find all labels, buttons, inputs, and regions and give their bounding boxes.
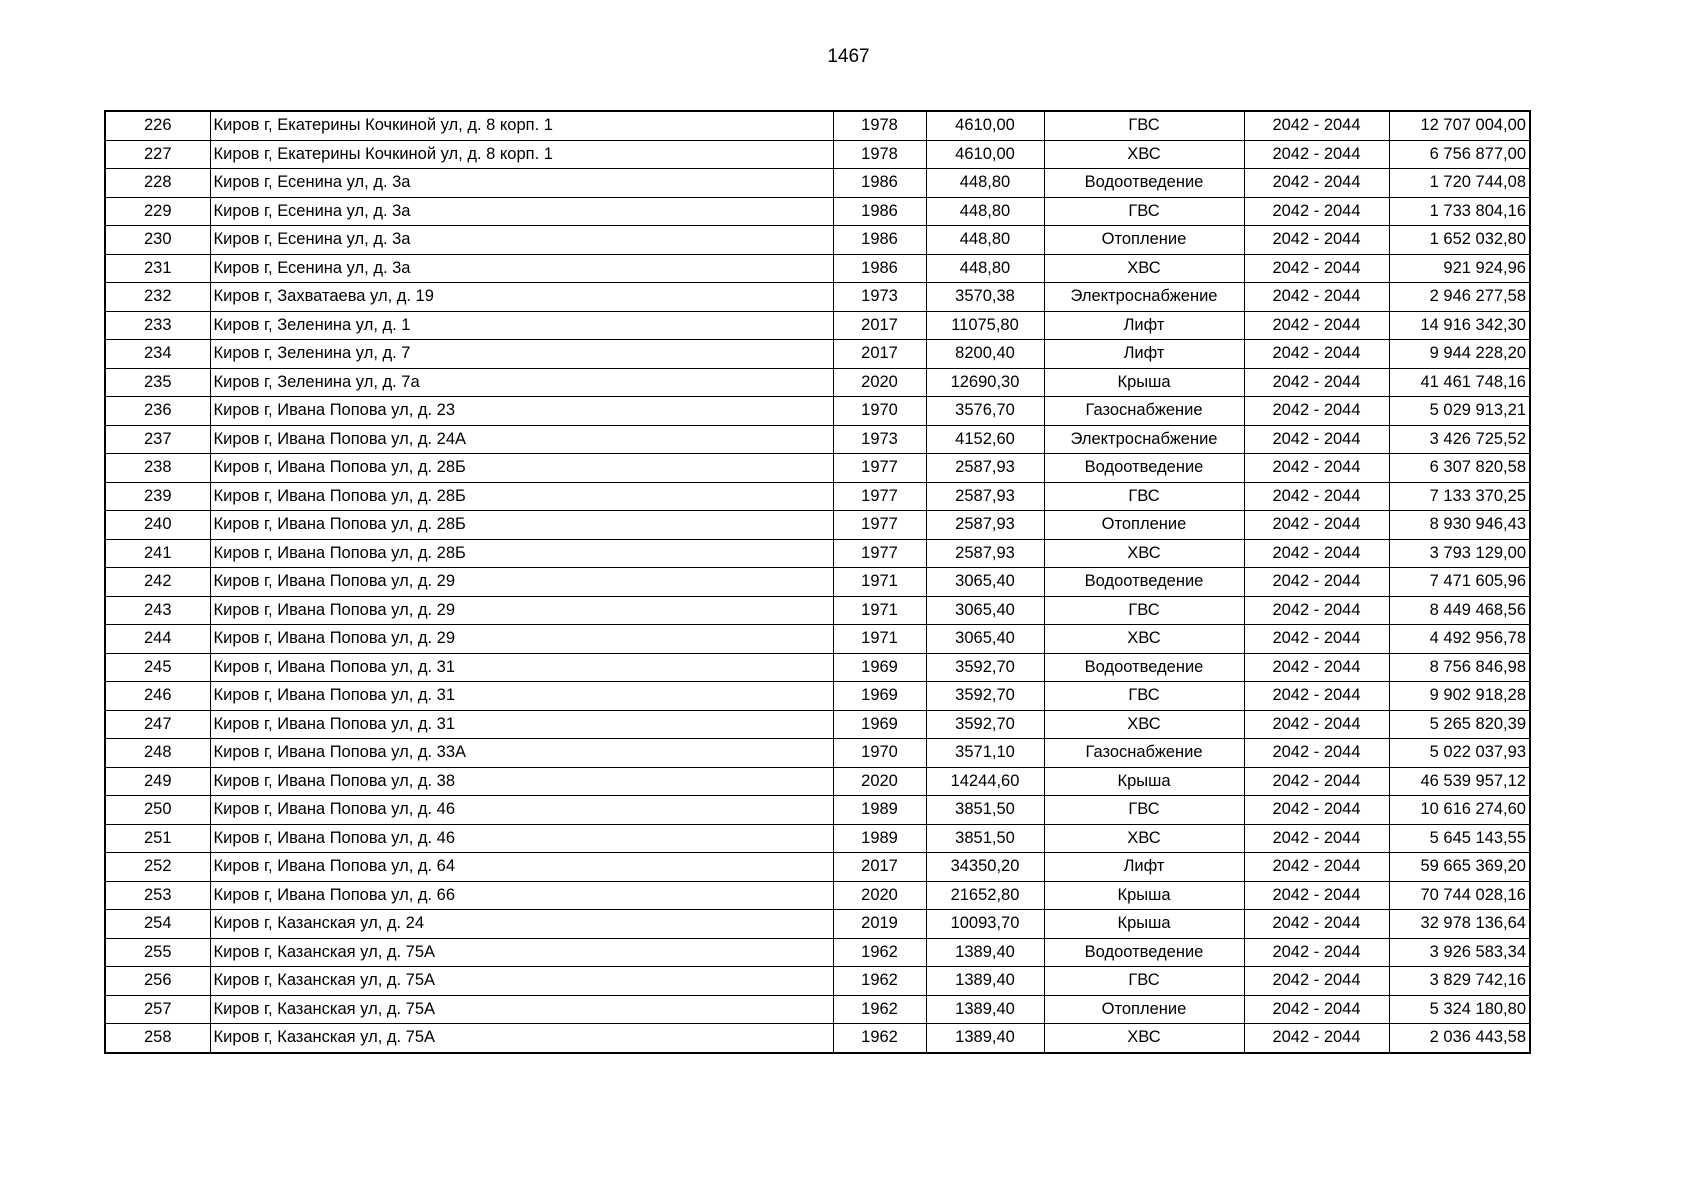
table-row bbox=[105, 254, 1530, 283]
year-cell: 1973 bbox=[833, 425, 926, 454]
work-type-cell: ХВС bbox=[1044, 1024, 1244, 1053]
address-cell: Киров г, Ивана Попова ул, д. 31 bbox=[210, 710, 833, 739]
address-cell: Киров г, Ивана Попова ул, д. 23 bbox=[210, 397, 833, 426]
table-row bbox=[105, 967, 1530, 996]
row-number-cell: 247 bbox=[105, 710, 210, 739]
year-cell: 1970 bbox=[833, 739, 926, 768]
cost-cell: 1 733 804,16 bbox=[1389, 197, 1530, 226]
period-cell: 2042 - 2044 bbox=[1244, 283, 1389, 312]
cost-cell: 3 426 725,52 bbox=[1389, 425, 1530, 454]
row-number-cell: 230 bbox=[105, 226, 210, 255]
address-cell: Киров г, Ивана Попова ул, д. 33А bbox=[210, 739, 833, 768]
period-cell: 2042 - 2044 bbox=[1244, 853, 1389, 882]
area-cell: 4152,60 bbox=[926, 425, 1044, 454]
table-row bbox=[105, 682, 1530, 711]
address-cell: Киров г, Ивана Попова ул, д. 28Б bbox=[210, 511, 833, 540]
address-cell: Киров г, Есенина ул, д. 3а bbox=[210, 254, 833, 283]
year-cell: 1978 bbox=[833, 140, 926, 169]
row-number-cell: 245 bbox=[105, 653, 210, 682]
work-type-cell: Отопление bbox=[1044, 226, 1244, 255]
work-type-cell: Водоотведение bbox=[1044, 938, 1244, 967]
table-row bbox=[105, 710, 1530, 739]
table-row bbox=[105, 482, 1530, 511]
row-number-cell: 244 bbox=[105, 625, 210, 654]
work-type-cell: Отопление bbox=[1044, 995, 1244, 1024]
table-row bbox=[105, 397, 1530, 426]
area-cell: 1389,40 bbox=[926, 1024, 1044, 1053]
address-cell: Киров г, Ивана Попова ул, д. 29 bbox=[210, 568, 833, 597]
work-type-cell: ГВС bbox=[1044, 596, 1244, 625]
row-number-cell: 235 bbox=[105, 368, 210, 397]
row-number-cell: 250 bbox=[105, 796, 210, 825]
period-cell: 2042 - 2044 bbox=[1244, 568, 1389, 597]
area-cell: 1389,40 bbox=[926, 967, 1044, 996]
area-cell: 2587,93 bbox=[926, 454, 1044, 483]
period-cell: 2042 - 2044 bbox=[1244, 368, 1389, 397]
work-type-cell: Лифт bbox=[1044, 853, 1244, 882]
year-cell: 1989 bbox=[833, 824, 926, 853]
work-type-cell: Крыша bbox=[1044, 910, 1244, 939]
area-cell: 4610,00 bbox=[926, 111, 1044, 140]
cost-cell: 41 461 748,16 bbox=[1389, 368, 1530, 397]
work-type-cell: ГВС bbox=[1044, 682, 1244, 711]
address-cell: Киров г, Ивана Попова ул, д. 31 bbox=[210, 653, 833, 682]
address-cell: Киров г, Зеленина ул, д. 7а bbox=[210, 368, 833, 397]
area-cell: 3065,40 bbox=[926, 596, 1044, 625]
cost-cell: 14 916 342,30 bbox=[1389, 311, 1530, 340]
row-number-cell: 246 bbox=[105, 682, 210, 711]
address-cell: Киров г, Есенина ул, д. 3а bbox=[210, 197, 833, 226]
area-cell: 2587,93 bbox=[926, 511, 1044, 540]
address-cell: Киров г, Екатерины Кочкиной ул, д. 8 корп. 1 bbox=[210, 111, 833, 140]
capital-repair-table bbox=[104, 110, 1531, 1054]
work-type-cell: ГВС bbox=[1044, 796, 1244, 825]
work-type-cell: Электроснабжение bbox=[1044, 425, 1244, 454]
table-row bbox=[105, 1024, 1530, 1053]
year-cell: 1962 bbox=[833, 938, 926, 967]
area-cell: 2587,93 bbox=[926, 482, 1044, 511]
area-cell: 448,80 bbox=[926, 226, 1044, 255]
year-cell: 2020 bbox=[833, 767, 926, 796]
work-type-cell: Электроснабжение bbox=[1044, 283, 1244, 312]
work-type-cell: Крыша bbox=[1044, 767, 1244, 796]
work-type-cell: ГВС bbox=[1044, 197, 1244, 226]
row-number-cell: 237 bbox=[105, 425, 210, 454]
table-row bbox=[105, 511, 1530, 540]
year-cell: 2020 bbox=[833, 368, 926, 397]
cost-cell: 9 902 918,28 bbox=[1389, 682, 1530, 711]
address-cell: Киров г, Ивана Попова ул, д. 28Б bbox=[210, 454, 833, 483]
year-cell: 2017 bbox=[833, 311, 926, 340]
row-number-cell: 231 bbox=[105, 254, 210, 283]
address-cell: Киров г, Ивана Попова ул, д. 28Б bbox=[210, 539, 833, 568]
period-cell: 2042 - 2044 bbox=[1244, 511, 1389, 540]
table-row bbox=[105, 311, 1530, 340]
table-row bbox=[105, 767, 1530, 796]
address-cell: Киров г, Захватаева ул, д. 19 bbox=[210, 283, 833, 312]
year-cell: 1962 bbox=[833, 1024, 926, 1053]
area-cell: 8200,40 bbox=[926, 340, 1044, 369]
period-cell: 2042 - 2044 bbox=[1244, 596, 1389, 625]
table-row bbox=[105, 881, 1530, 910]
address-cell: Киров г, Ивана Попова ул, д. 64 bbox=[210, 853, 833, 882]
year-cell: 2017 bbox=[833, 853, 926, 882]
work-type-cell: Газоснабжение bbox=[1044, 397, 1244, 426]
year-cell: 1986 bbox=[833, 226, 926, 255]
year-cell: 1977 bbox=[833, 454, 926, 483]
period-cell: 2042 - 2044 bbox=[1244, 739, 1389, 768]
period-cell: 2042 - 2044 bbox=[1244, 254, 1389, 283]
row-number-cell: 236 bbox=[105, 397, 210, 426]
year-cell: 1969 bbox=[833, 710, 926, 739]
period-cell: 2042 - 2044 bbox=[1244, 425, 1389, 454]
area-cell: 21652,80 bbox=[926, 881, 1044, 910]
work-type-cell: Водоотведение bbox=[1044, 568, 1244, 597]
work-type-cell: Водоотведение bbox=[1044, 653, 1244, 682]
address-cell: Киров г, Ивана Попова ул, д. 66 bbox=[210, 881, 833, 910]
cost-cell: 4 492 956,78 bbox=[1389, 625, 1530, 654]
period-cell: 2042 - 2044 bbox=[1244, 340, 1389, 369]
area-cell: 3592,70 bbox=[926, 682, 1044, 711]
area-cell: 11075,80 bbox=[926, 311, 1044, 340]
cost-cell: 10 616 274,60 bbox=[1389, 796, 1530, 825]
year-cell: 1986 bbox=[833, 169, 926, 198]
year-cell: 1986 bbox=[833, 254, 926, 283]
table-row bbox=[105, 111, 1530, 140]
table-row bbox=[105, 454, 1530, 483]
area-cell: 34350,20 bbox=[926, 853, 1044, 882]
area-cell: 12690,30 bbox=[926, 368, 1044, 397]
period-cell: 2042 - 2044 bbox=[1244, 938, 1389, 967]
cost-cell: 3 829 742,16 bbox=[1389, 967, 1530, 996]
area-cell: 3065,40 bbox=[926, 625, 1044, 654]
year-cell: 2019 bbox=[833, 910, 926, 939]
row-number-cell: 249 bbox=[105, 767, 210, 796]
table-row bbox=[105, 653, 1530, 682]
row-number-cell: 238 bbox=[105, 454, 210, 483]
cost-cell: 8 449 468,56 bbox=[1389, 596, 1530, 625]
period-cell: 2042 - 2044 bbox=[1244, 197, 1389, 226]
area-cell: 448,80 bbox=[926, 254, 1044, 283]
row-number-cell: 241 bbox=[105, 539, 210, 568]
cost-cell: 8 756 846,98 bbox=[1389, 653, 1530, 682]
cost-cell: 6 756 877,00 bbox=[1389, 140, 1530, 169]
address-cell: Киров г, Казанская ул, д. 24 bbox=[210, 910, 833, 939]
address-cell: Киров г, Казанская ул, д. 75А bbox=[210, 995, 833, 1024]
work-type-cell: ХВС bbox=[1044, 140, 1244, 169]
cost-cell: 5 022 037,93 bbox=[1389, 739, 1530, 768]
period-cell: 2042 - 2044 bbox=[1244, 910, 1389, 939]
work-type-cell: Водоотведение bbox=[1044, 454, 1244, 483]
table-row bbox=[105, 425, 1530, 454]
area-cell: 2587,93 bbox=[926, 539, 1044, 568]
cost-cell: 921 924,96 bbox=[1389, 254, 1530, 283]
row-number-cell: 229 bbox=[105, 197, 210, 226]
area-cell: 448,80 bbox=[926, 169, 1044, 198]
table-row bbox=[105, 739, 1530, 768]
period-cell: 2042 - 2044 bbox=[1244, 226, 1389, 255]
row-number-cell: 239 bbox=[105, 482, 210, 511]
cost-cell: 3 793 129,00 bbox=[1389, 539, 1530, 568]
row-number-cell: 251 bbox=[105, 824, 210, 853]
cost-cell: 32 978 136,64 bbox=[1389, 910, 1530, 939]
table-row bbox=[105, 853, 1530, 882]
year-cell: 1986 bbox=[833, 197, 926, 226]
year-cell: 1977 bbox=[833, 511, 926, 540]
work-type-cell: ГВС bbox=[1044, 482, 1244, 511]
page-number: 1467 bbox=[827, 46, 870, 67]
year-cell: 1973 bbox=[833, 283, 926, 312]
cost-cell: 70 744 028,16 bbox=[1389, 881, 1530, 910]
row-number-cell: 234 bbox=[105, 340, 210, 369]
work-type-cell: ХВС bbox=[1044, 539, 1244, 568]
cost-cell: 5 029 913,21 bbox=[1389, 397, 1530, 426]
work-type-cell: ГВС bbox=[1044, 967, 1244, 996]
table-row bbox=[105, 625, 1530, 654]
area-cell: 3571,10 bbox=[926, 739, 1044, 768]
year-cell: 1971 bbox=[833, 625, 926, 654]
table-body bbox=[105, 111, 1530, 1053]
work-type-cell: Лифт bbox=[1044, 340, 1244, 369]
area-cell: 4610,00 bbox=[926, 140, 1044, 169]
work-type-cell: ХВС bbox=[1044, 625, 1244, 654]
cost-cell: 12 707 004,00 bbox=[1389, 111, 1530, 140]
cost-cell: 5 265 820,39 bbox=[1389, 710, 1530, 739]
cost-cell: 46 539 957,12 bbox=[1389, 767, 1530, 796]
year-cell: 2017 bbox=[833, 340, 926, 369]
work-type-cell: Водоотведение bbox=[1044, 169, 1244, 198]
year-cell: 2020 bbox=[833, 881, 926, 910]
area-cell: 3851,50 bbox=[926, 824, 1044, 853]
cost-cell: 2 036 443,58 bbox=[1389, 1024, 1530, 1053]
table-row bbox=[105, 169, 1530, 198]
area-cell: 14244,60 bbox=[926, 767, 1044, 796]
period-cell: 2042 - 2044 bbox=[1244, 169, 1389, 198]
address-cell: Киров г, Ивана Попова ул, д. 28Б bbox=[210, 482, 833, 511]
row-number-cell: 252 bbox=[105, 853, 210, 882]
period-cell: 2042 - 2044 bbox=[1244, 454, 1389, 483]
table-row bbox=[105, 910, 1530, 939]
period-cell: 2042 - 2044 bbox=[1244, 995, 1389, 1024]
area-cell: 3592,70 bbox=[926, 653, 1044, 682]
period-cell: 2042 - 2044 bbox=[1244, 625, 1389, 654]
year-cell: 1969 bbox=[833, 682, 926, 711]
row-number-cell: 254 bbox=[105, 910, 210, 939]
year-cell: 1977 bbox=[833, 539, 926, 568]
table-row bbox=[105, 283, 1530, 312]
work-type-cell: Газоснабжение bbox=[1044, 739, 1244, 768]
row-number-cell: 258 bbox=[105, 1024, 210, 1053]
cost-cell: 8 930 946,43 bbox=[1389, 511, 1530, 540]
table-row bbox=[105, 596, 1530, 625]
cost-cell: 7 471 605,96 bbox=[1389, 568, 1530, 597]
address-cell: Киров г, Зеленина ул, д. 7 bbox=[210, 340, 833, 369]
area-cell: 3592,70 bbox=[926, 710, 1044, 739]
address-cell: Киров г, Ивана Попова ул, д. 46 bbox=[210, 824, 833, 853]
period-cell: 2042 - 2044 bbox=[1244, 539, 1389, 568]
period-cell: 2042 - 2044 bbox=[1244, 824, 1389, 853]
period-cell: 2042 - 2044 bbox=[1244, 881, 1389, 910]
address-cell: Киров г, Ивана Попова ул, д. 38 bbox=[210, 767, 833, 796]
table-row bbox=[105, 539, 1530, 568]
address-cell: Киров г, Есенина ул, д. 3а bbox=[210, 226, 833, 255]
table-row bbox=[105, 995, 1530, 1024]
cost-cell: 6 307 820,58 bbox=[1389, 454, 1530, 483]
address-cell: Киров г, Ивана Попова ул, д. 46 bbox=[210, 796, 833, 825]
row-number-cell: 248 bbox=[105, 739, 210, 768]
table-row bbox=[105, 824, 1530, 853]
work-type-cell: ХВС bbox=[1044, 710, 1244, 739]
period-cell: 2042 - 2044 bbox=[1244, 482, 1389, 511]
table-row bbox=[105, 197, 1530, 226]
work-type-cell: Крыша bbox=[1044, 881, 1244, 910]
address-cell: Киров г, Ивана Попова ул, д. 31 bbox=[210, 682, 833, 711]
address-cell: Киров г, Казанская ул, д. 75А bbox=[210, 1024, 833, 1053]
period-cell: 2042 - 2044 bbox=[1244, 710, 1389, 739]
work-type-cell: Отопление bbox=[1044, 511, 1244, 540]
year-cell: 1962 bbox=[833, 995, 926, 1024]
cost-cell: 9 944 228,20 bbox=[1389, 340, 1530, 369]
address-cell: Киров г, Зеленина ул, д. 1 bbox=[210, 311, 833, 340]
work-type-cell: ГВС bbox=[1044, 111, 1244, 140]
area-cell: 3570,38 bbox=[926, 283, 1044, 312]
area-cell: 448,80 bbox=[926, 197, 1044, 226]
cost-cell: 7 133 370,25 bbox=[1389, 482, 1530, 511]
area-cell: 10093,70 bbox=[926, 910, 1044, 939]
cost-cell: 1 720 744,08 bbox=[1389, 169, 1530, 198]
row-number-cell: 256 bbox=[105, 967, 210, 996]
work-type-cell: Крыша bbox=[1044, 368, 1244, 397]
period-cell: 2042 - 2044 bbox=[1244, 111, 1389, 140]
period-cell: 2042 - 2044 bbox=[1244, 140, 1389, 169]
cost-cell: 2 946 277,58 bbox=[1389, 283, 1530, 312]
period-cell: 2042 - 2044 bbox=[1244, 796, 1389, 825]
period-cell: 2042 - 2044 bbox=[1244, 653, 1389, 682]
row-number-cell: 227 bbox=[105, 140, 210, 169]
area-cell: 3065,40 bbox=[926, 568, 1044, 597]
table-row bbox=[105, 796, 1530, 825]
row-number-cell: 253 bbox=[105, 881, 210, 910]
period-cell: 2042 - 2044 bbox=[1244, 397, 1389, 426]
row-number-cell: 242 bbox=[105, 568, 210, 597]
table-row bbox=[105, 226, 1530, 255]
row-number-cell: 233 bbox=[105, 311, 210, 340]
address-cell: Киров г, Ивана Попова ул, д. 29 bbox=[210, 596, 833, 625]
work-type-cell: ХВС bbox=[1044, 254, 1244, 283]
year-cell: 1971 bbox=[833, 568, 926, 597]
year-cell: 1970 bbox=[833, 397, 926, 426]
row-number-cell: 226 bbox=[105, 111, 210, 140]
address-cell: Киров г, Казанская ул, д. 75А bbox=[210, 967, 833, 996]
row-number-cell: 232 bbox=[105, 283, 210, 312]
address-cell: Киров г, Казанская ул, д. 75А bbox=[210, 938, 833, 967]
work-type-cell: ХВС bbox=[1044, 824, 1244, 853]
period-cell: 2042 - 2044 bbox=[1244, 311, 1389, 340]
address-cell: Киров г, Екатерины Кочкиной ул, д. 8 корп. 1 bbox=[210, 140, 833, 169]
address-cell: Киров г, Ивана Попова ул, д. 24А bbox=[210, 425, 833, 454]
work-type-cell: Лифт bbox=[1044, 311, 1244, 340]
table-row bbox=[105, 938, 1530, 967]
area-cell: 3576,70 bbox=[926, 397, 1044, 426]
cost-cell: 3 926 583,34 bbox=[1389, 938, 1530, 967]
area-cell: 1389,40 bbox=[926, 938, 1044, 967]
row-number-cell: 257 bbox=[105, 995, 210, 1024]
period-cell: 2042 - 2044 bbox=[1244, 682, 1389, 711]
year-cell: 1962 bbox=[833, 967, 926, 996]
year-cell: 1977 bbox=[833, 482, 926, 511]
period-cell: 2042 - 2044 bbox=[1244, 1024, 1389, 1053]
area-cell: 1389,40 bbox=[926, 995, 1044, 1024]
row-number-cell: 243 bbox=[105, 596, 210, 625]
table-row bbox=[105, 568, 1530, 597]
period-cell: 2042 - 2044 bbox=[1244, 967, 1389, 996]
year-cell: 1971 bbox=[833, 596, 926, 625]
cost-cell: 59 665 369,20 bbox=[1389, 853, 1530, 882]
table-row bbox=[105, 140, 1530, 169]
row-number-cell: 255 bbox=[105, 938, 210, 967]
row-number-cell: 228 bbox=[105, 169, 210, 198]
table-row bbox=[105, 368, 1530, 397]
year-cell: 1978 bbox=[833, 111, 926, 140]
cost-cell: 5 645 143,55 bbox=[1389, 824, 1530, 853]
cost-cell: 1 652 032,80 bbox=[1389, 226, 1530, 255]
table-row bbox=[105, 340, 1530, 369]
address-cell: Киров г, Ивана Попова ул, д. 29 bbox=[210, 625, 833, 654]
area-cell: 3851,50 bbox=[926, 796, 1044, 825]
row-number-cell: 240 bbox=[105, 511, 210, 540]
year-cell: 1969 bbox=[833, 653, 926, 682]
period-cell: 2042 - 2044 bbox=[1244, 767, 1389, 796]
year-cell: 1989 bbox=[833, 796, 926, 825]
cost-cell: 5 324 180,80 bbox=[1389, 995, 1530, 1024]
address-cell: Киров г, Есенина ул, д. 3а bbox=[210, 169, 833, 198]
